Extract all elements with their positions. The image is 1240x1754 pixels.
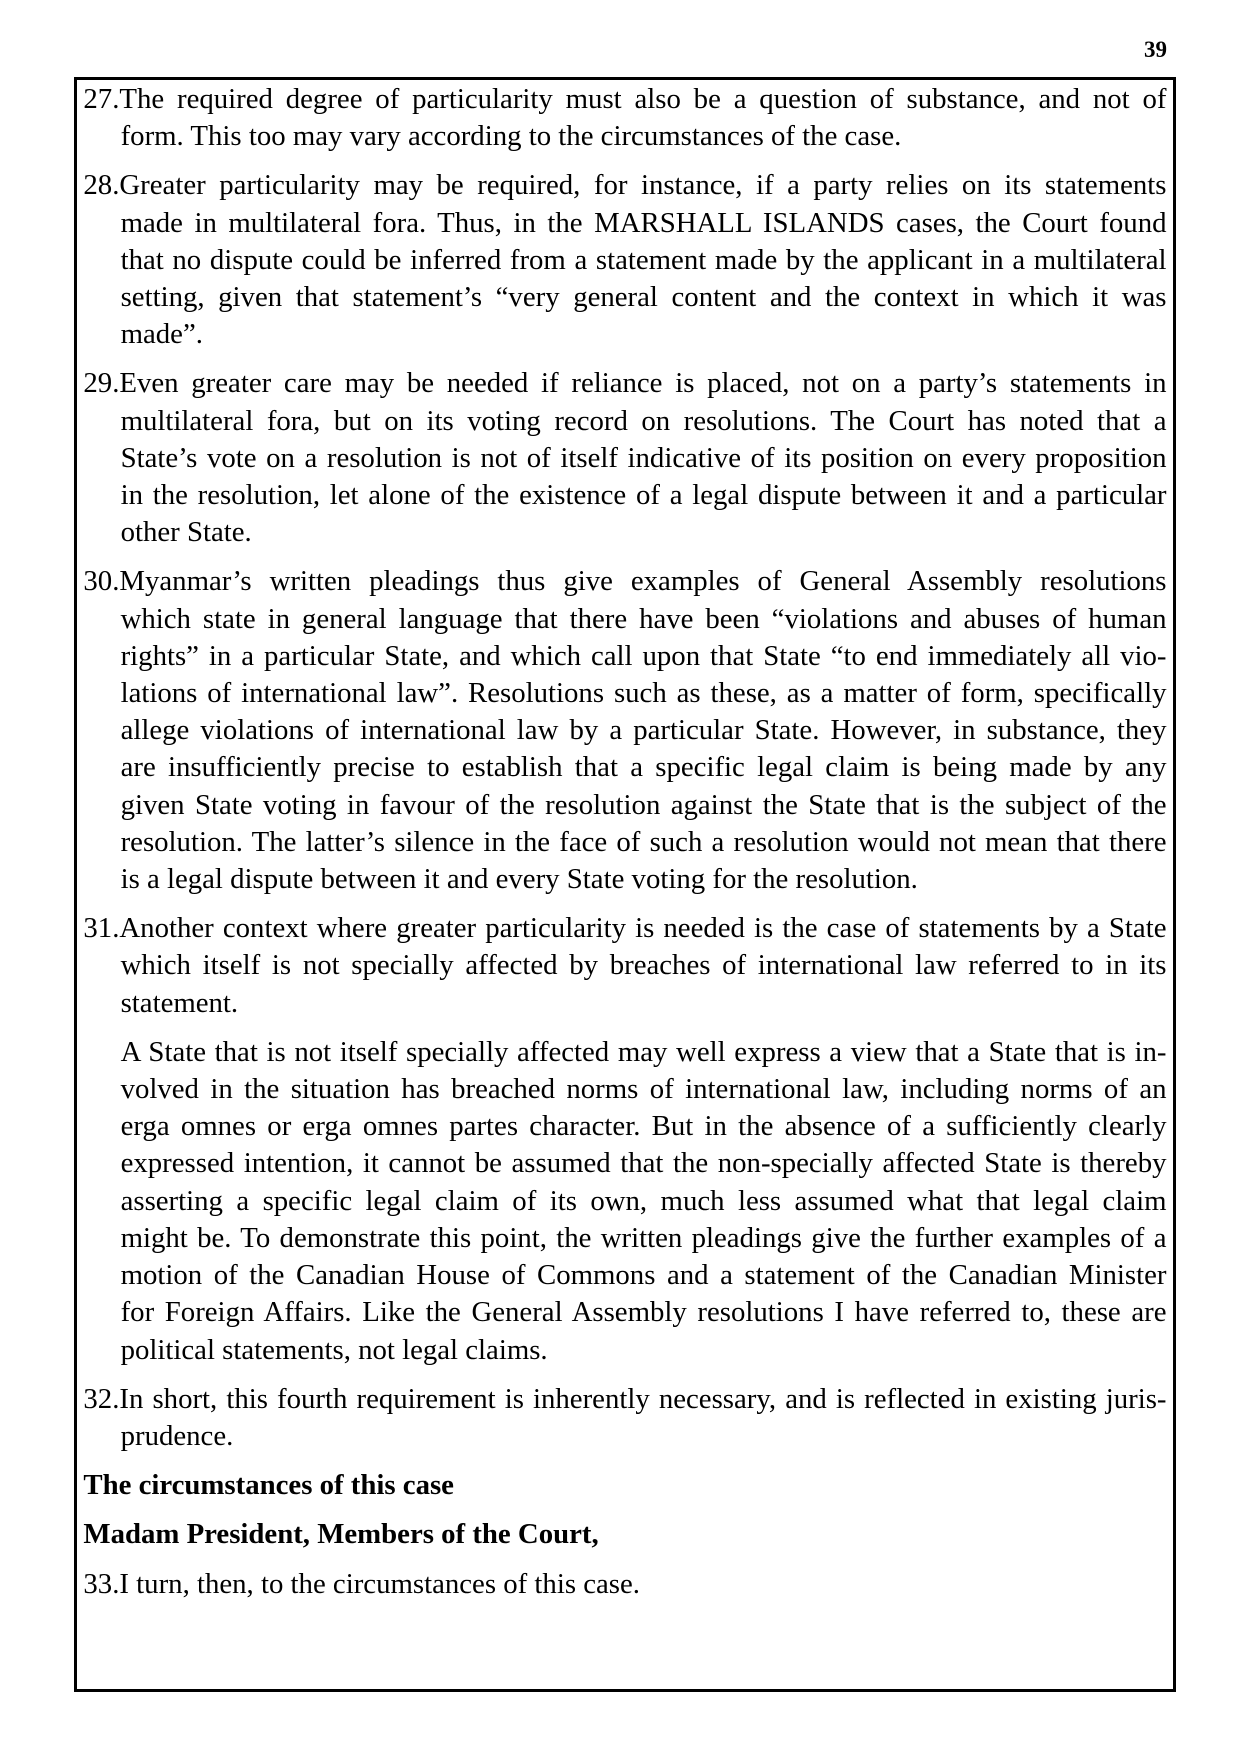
paragraph-line: prudence. (120, 1419, 234, 1452)
paragraph-line: other State. (120, 516, 252, 549)
paragraph-number: 27. (83, 83, 120, 115)
paragraph-line: given State voting in favour of the resolution against the State that is the subject of the (120, 788, 1167, 821)
paragraph-line: setting, given that statement’s “very general content and the context in which it was (120, 281, 1167, 314)
paragraph-line: resolution. The latter’s silence in the face of such a resolution would not mean that there (120, 825, 1167, 858)
paragraph-line-text: Another context where greater particularity is needed is the case of statements by a State (119, 912, 1167, 945)
paragraph-line: multilateral fora, but on its voting record on resolutions. The Court has noted that a (120, 404, 1167, 437)
paragraph-line (83, 81, 1166, 118)
paragraph-29 (83, 365, 1166, 551)
paragraph-line (83, 1381, 1166, 1418)
paragraph-line: A State that is not itself specially affected may well express a view that a State that is in- (120, 1035, 1167, 1068)
paragraph-line: State’s vote on a resolution is not of itself indicative of its position on every proposition (120, 441, 1167, 474)
paragraph-32 (83, 1381, 1166, 1455)
paragraph-30 (83, 563, 1166, 898)
paragraph-31 (83, 910, 1166, 1368)
paragraph-line: is a legal dispute between it and every State voting for the resolution. (120, 863, 918, 896)
paragraph-line: asserting a specific legal claim of its own, much less assumed what that legal claim (120, 1184, 1167, 1217)
paragraph-number: 28. (83, 169, 120, 202)
paragraph-line (83, 563, 1166, 600)
paragraph-line: allege violations of international law by a particular State. However, in substance, they (120, 714, 1167, 747)
paragraph-line: form. This too may vary according to the circumstances of the case. (120, 120, 902, 153)
paragraph-line: which state in general language that there have been “violations and abuses of human (120, 602, 1167, 635)
text-frame (74, 77, 1176, 1692)
paragraph-33 (83, 1566, 1166, 1603)
paragraph-line-text: I turn, then, to the circumstances of this case. (119, 1567, 640, 1600)
paragraph-line (83, 365, 1166, 402)
paragraph-line-text: In short, this fourth requirement is inherently necessary, and is reflected in existing juris- (119, 1382, 1167, 1415)
paragraph-line: might be. To demonstrate this point, the written pleadings give the further examples of a (120, 1221, 1167, 1254)
paragraph-line: made in multilateral fora. Thus, in the MARSHALL ISLANDS cases, the Court found (120, 206, 1167, 239)
paragraph-line: for Foreign Affairs. Like the General Assembly resolutions I have referred to, these are (120, 1296, 1167, 1329)
paragraph-line: motion of the Canadian House of Commons and a statement of the Canadian Minister (120, 1259, 1167, 1292)
paragraph-line (83, 1566, 1166, 1603)
paragraph-line (83, 910, 1166, 947)
paragraph-line: expressed intention, it cannot be assumed that the non-specially affected State is thereby (120, 1147, 1167, 1180)
salutation: Madam President, Members of the Court, (83, 1518, 599, 1551)
paragraph-number: 31. (83, 912, 120, 945)
paragraph-number: 33. (83, 1567, 120, 1600)
paragraph-31-continuation (83, 1034, 1166, 1369)
paragraph-27 (83, 81, 1166, 155)
paragraph-line: in the resolution, let alone of the existence of a legal dispute between it and a particular (120, 479, 1167, 512)
paragraph-line: statement. (120, 986, 239, 1019)
paragraph-line: political statements, not legal claims. (120, 1333, 548, 1366)
paragraph-line: which itself is not specially affected by breaches of international law referred to in its (120, 949, 1167, 982)
section-heading: The circumstances of this case (83, 1469, 454, 1502)
paragraph-line-text: Even greater care may be needed if reliance is placed, not on a party’s statements in (119, 367, 1167, 400)
paragraph-28 (83, 167, 1166, 353)
paragraph-line-text: Greater particularity may be required, for instance, if a party relies on its statements (119, 169, 1167, 202)
paragraph-line (83, 167, 1166, 204)
paragraph-line: made”. (120, 318, 203, 351)
page-number: 39 (1144, 37, 1167, 62)
paragraph-line: rights” in a particular State, and which call upon that State “to end immediately all vio- (120, 639, 1167, 672)
paragraph-line-text: The required degree of particularity must also be a question of substance, and not of (119, 83, 1167, 115)
paragraph-line: erga omnes or erga omnes partes character. But in the absence of a sufficiently clearly (120, 1110, 1167, 1143)
paragraph-line-text: Myanmar’s written pleadings thus give examples of General Assembly resolutions (119, 565, 1167, 598)
paragraph-line: that no dispute could be inferred from a statement made by the applicant in a multilateral (120, 243, 1167, 276)
paragraph-line: lations of international law”. Resolutions such as these, as a matter of form, specifically (120, 677, 1167, 710)
paragraph-line: volved in the situation has breached norms of international law, including norms of an (120, 1073, 1167, 1106)
paragraph-number: 29. (83, 367, 120, 400)
paragraph-line: are insufficiently precise to establish that a specific legal claim is being made by any (120, 751, 1167, 784)
paragraph-number: 30. (83, 565, 120, 598)
paragraph-number: 32. (83, 1382, 120, 1415)
